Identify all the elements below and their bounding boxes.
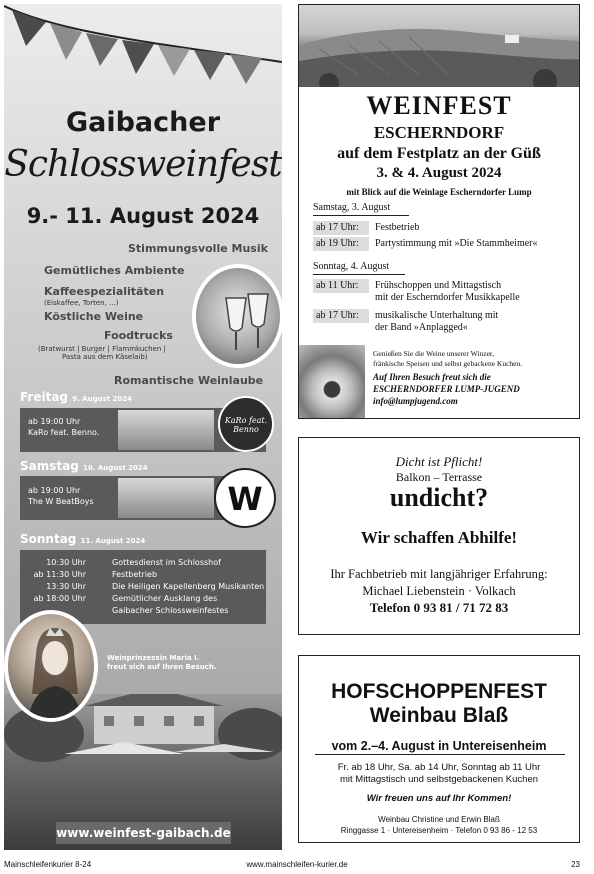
organizer-email[interactable]: info@lumpjugend.com [373,396,458,406]
weinfest-desc: Frühschoppen und Mittagstisch [375,280,502,291]
saturday-time: ab 19:00 Uhr [28,486,81,495]
weinfest-time: ab 11 Uhr: [313,279,369,293]
feature-food-detail-2: Pasta aus dem Käselaib) [62,353,148,361]
saturday-band: The W BeatBoys [28,497,94,506]
sunflower-photo [299,345,365,419]
undicht-phone: Telefon 0 93 81 / 71 72 83 [369,600,509,615]
undicht-slogan: Dicht ist Pflicht! [395,454,483,469]
organizer-name: ESCHERNDORFER LUMP-JUGEND [373,384,520,394]
sunday-text: Gemütlicher Ausklang des [112,594,218,603]
karo-logo-text: KaRo feat. Benno [224,416,268,434]
sunday-label [20,532,145,546]
w-logo-letter: W [227,480,263,518]
feature-ambiente: Gemütliches Ambiente [44,264,185,277]
footer-publication: Mainschleifenkurier 8-24 [4,860,92,869]
friday-time: ab 19:00 Uhr [28,417,81,426]
poster-script-title: Schlossweinfest [4,144,282,185]
hof-owners: Weinbau Christine und Erwin Blaß [378,815,500,824]
weinfest-view-note: mit Blick auf die Weinlage Escherndorfer Lump [346,187,532,197]
friday-day: Freitag [20,390,69,404]
weinfest-time: ab 17 Uhr: [313,309,369,323]
sunday-text: Gottesdienst im Schlosshof [112,558,221,567]
weinfest-venue: auf dem Festplatz an der Güß [337,145,541,162]
saturday-label [20,459,148,473]
weinfest-note [373,349,522,369]
friday-label [20,390,132,404]
princess-line-1: Weinprinzessin Maria I. [107,654,200,662]
divider [313,215,409,216]
hof-welcome: Wir freuen uns auf Ihr Kommen! [366,793,512,804]
poster-url-text[interactable]: www.weinfest-gaibach.de [56,826,231,840]
weinfest-saturday-label: Samstag, 3. August [313,202,391,213]
princess-line-2: freut sich auf Ihren Besuch. [107,663,217,671]
karo-logo-icon [218,396,274,452]
weinfest-note-line-2: fränkische Speisen und selbst gebackene Kuchen. [373,359,523,368]
sunday-time: 13:30 Uhr [46,582,86,591]
divider [315,754,565,755]
hof-winery: Weinbau Blaß [369,704,509,727]
hof-dates: vom 2.–4. August in Untereisenheim [331,739,547,753]
poster-url-link[interactable] [56,822,231,844]
feature-music: Stimmungsvolle Musik [128,242,268,255]
sunday-text: Die Heiligen Kapellenberg Musikanten [112,582,265,591]
hof-hours: Fr. ab 18 Uhr, Sa. ab 14 Uhr, Sonntag ab 11 Uhr [337,762,541,773]
sunday-time: ab 11:30 Uhr [33,570,86,579]
undicht-subtitle: Balkon – Terrasse [395,470,483,484]
organizer-line-1: Auf Ihren Besuch freut sich die [373,372,491,382]
wine-glasses-photo [192,264,282,368]
weinfest-note-line-1: Genießen Sie die Weine unserer Winzer, [373,349,494,358]
bunting-decoration [4,4,282,94]
weinfest-organizer [373,371,520,407]
undicht-claim: Wir schaffen Abhilfe! [360,528,518,547]
undicht-ad [298,437,580,635]
feature-foodtrucks: Foodtrucks [104,329,173,342]
hof-food: mit Mittagstisch und selbstgebackenen Kuchen [339,774,539,785]
saturday-day: Samstag [20,459,79,473]
footer-url[interactable]: www.mainschleifen-kurier.de [246,860,348,869]
weinfest-desc: mit der Escherndorfer Musikkapelle [375,292,520,303]
weinfest-location: ESCHERNDORF [373,123,505,142]
weinfest-sunday-label: Sonntag, 4. August [313,261,390,272]
undicht-intro: Ihr Fachbetrieb mit langjähriger Erfahrung: [330,567,548,581]
friday-band-photo [118,410,214,450]
weinfest-dates: 3. & 4. August 2024 [376,165,502,181]
weinfest-escherndorf-ad [298,4,580,419]
weinfest-desc: musikalische Unterhaltung mit [375,310,499,321]
hof-address: Ringgasse 1 · Untereisenheim · Telefon 0 93 86 - 12 53 [340,826,538,835]
hofschoppenfest-ad [298,655,580,843]
feature-wines: Köstliche Weine [44,310,144,323]
poster-dates: 9.- 11. August 2024 [26,204,260,228]
undicht-headline: undicht? [389,483,489,512]
weinfest-time: ab 19 Uhr: [313,237,369,251]
sunday-date: 11. August 2024 [80,537,146,545]
sunday-text: Gaibacher Schlossweinfestes [112,606,229,615]
divider [313,274,405,275]
weinfest-time: ab 17 Uhr: [313,221,369,235]
feature-coffee: Kaffeespezialitäten [44,285,165,298]
vineyard-photo [299,5,579,87]
friday-band: KaRo feat. Benno. [28,428,100,437]
wine-princess-photo [4,610,98,722]
sunday-time: 10:30 Uhr [46,558,86,567]
sunday-time: ab 18:00 Uhr [33,594,86,603]
sunday-text: Festbetrieb [112,570,158,579]
hof-title: HOFSCHOPPENFEST [331,680,547,703]
friday-date: 9. August 2024 [72,395,133,403]
feature-coffee-detail: (Eiskaffee, Torten, ...) [44,299,119,307]
gaibach-poster [4,4,282,850]
saturday-band-photo [118,478,214,518]
feature-weinlaube: Romantische Weinlaube [114,374,264,387]
footer-page-number: 23 [571,860,580,869]
poster-title: Gaibacher [65,107,221,138]
sunday-day: Sonntag [20,532,77,546]
w-beatboys-logo-icon [214,468,276,528]
princess-caption [107,654,217,672]
saturday-date: 10. August 2024 [83,464,148,472]
weinfest-desc: der Band »Anplagged« [375,322,468,333]
feature-food-detail-1: (Bratwurst | Burger | Flammkuchen | [38,345,166,353]
undicht-company: Michael Liebenstein · Volkach [362,584,516,598]
weinfest-desc: Partystimmung mit »Die Stammheimer« [375,238,538,249]
weinfest-title: WEINFEST [366,91,512,120]
weinfest-desc: Festbetrieb [375,222,420,233]
